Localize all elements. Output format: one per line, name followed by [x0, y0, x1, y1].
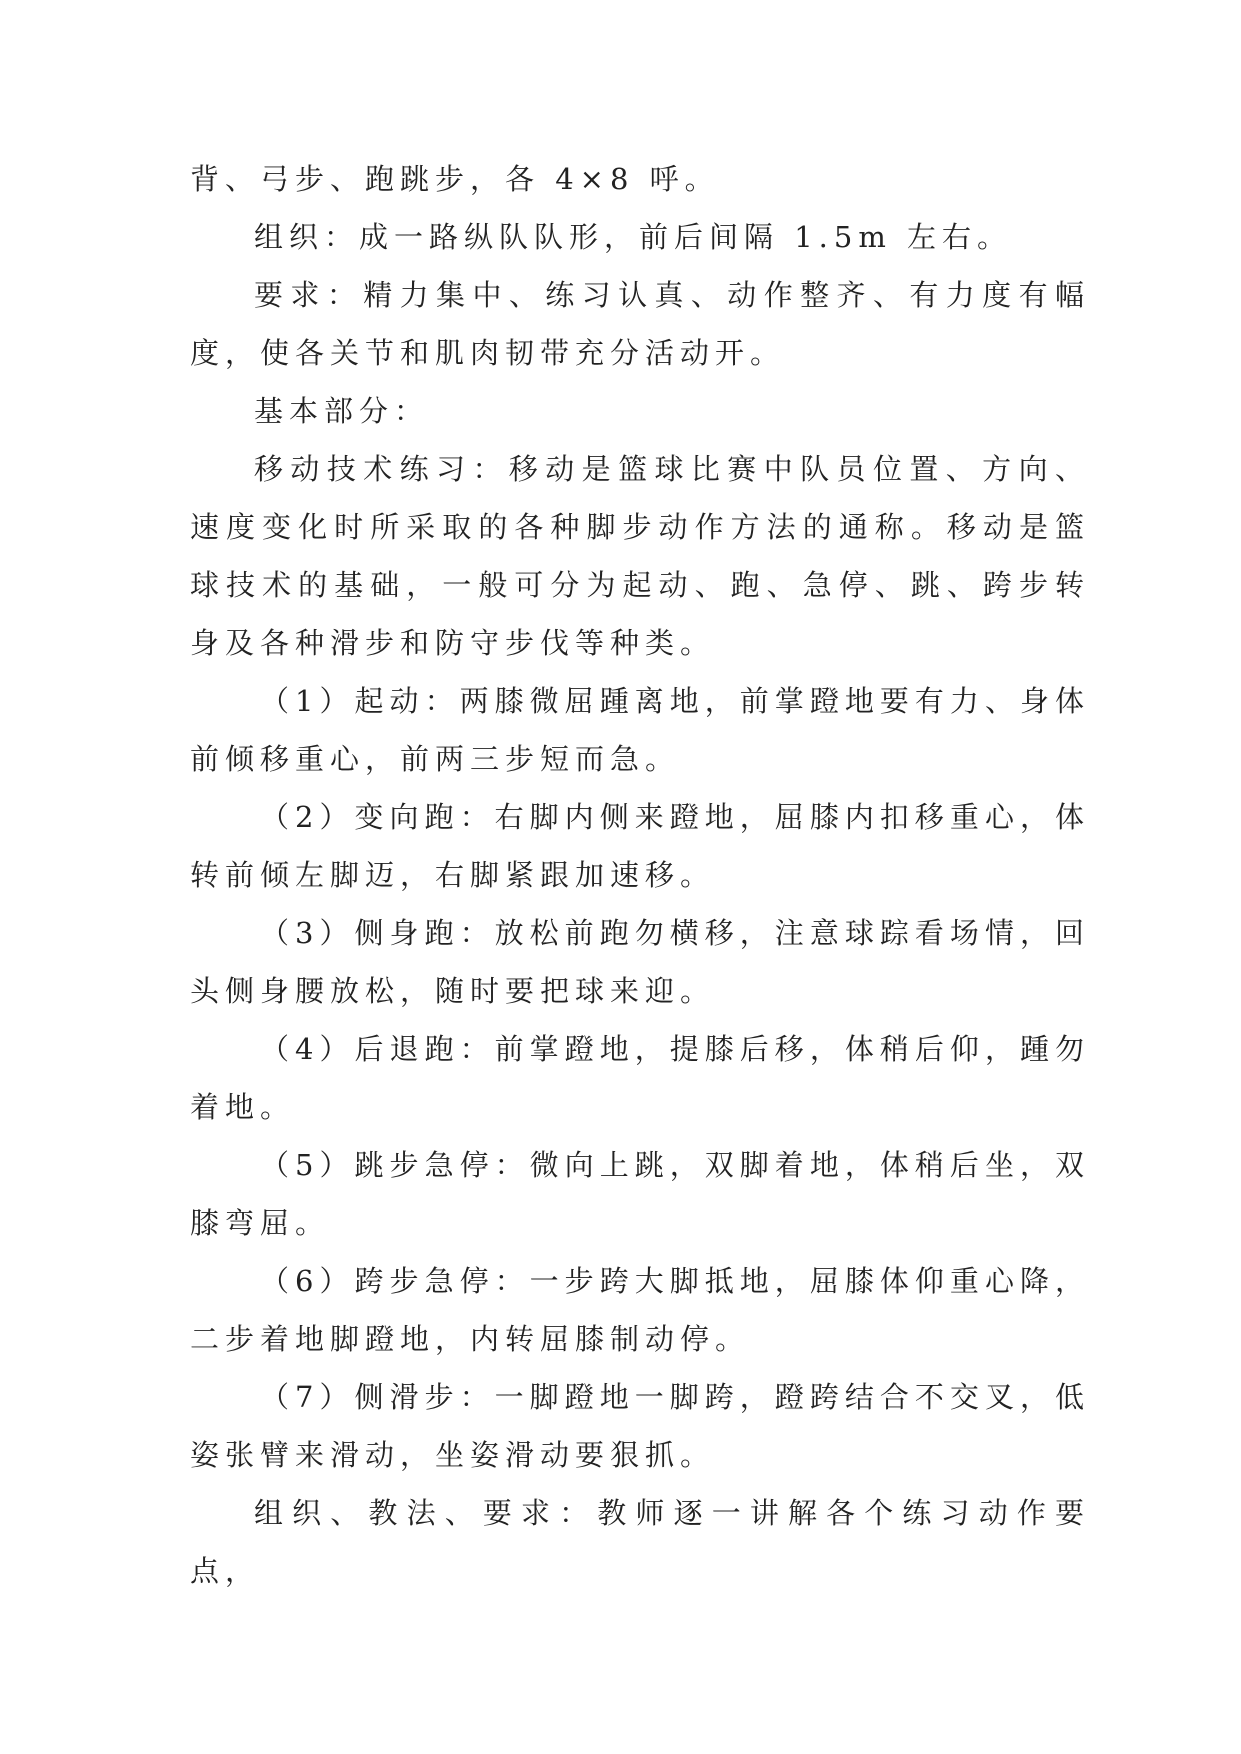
section-heading-basic-part: 基本部分：	[254, 394, 430, 428]
paragraph-teaching-method: 组织、教法、要求：教师逐一讲解各个练习动作要点，	[190, 1496, 1090, 1588]
document-body	[190, 150, 1090, 1600]
list-item-jump-stop: （5）跳步急停：微向上跳，双脚着地，体稍后坐，双膝弯屈。	[190, 1148, 1090, 1240]
paragraph-movement-technique: 移动技术练习：移动是篮球比赛中队员位置、方向、速度变化时所采取的各种脚步动作方法的通称。移动是篮球技术的基础，一般可分为起动、跑、急停、跳、跨步转身及各种滑步和防守步伐等种类。	[190, 452, 1090, 660]
list-item-side-slide: （7）侧滑步：一脚蹬地一脚跨，蹬跨结合不交叉，低姿张臂来滑动，坐姿滑动要狠抓。	[190, 1380, 1090, 1472]
paragraph-requirements: 要求：精力集中、练习认真、动作整齐、有力度有幅度，使各关节和肌肉韧带充分活动开。	[190, 278, 1090, 370]
list-item-stride-stop: （6）跨步急停：一步跨大脚抵地，屈膝体仰重心降，二步着地脚蹬地，内转屈膝制动停。	[190, 1264, 1090, 1356]
list-item-start: （1）起动：两膝微屈踵离地，前掌蹬地要有力、身体前倾移重心，前两三步短而急。	[190, 684, 1090, 776]
paragraph-organization: 组织：成一路纵队队形，前后间隔 1.5m 左右。	[254, 220, 1013, 254]
list-item-change-direction-run: （2）变向跑：右脚内侧来蹬地，屈膝内扣移重心，体转前倾左脚迈，右脚紧跟加速移。	[190, 800, 1090, 892]
paragraph-warmup-actions: 背、弓步、跑跳步，各 4×8 呼。	[190, 162, 720, 196]
list-item-backward-run: （4）后退跑：前掌蹬地，提膝后移，体稍后仰，踵勿着地。	[190, 1032, 1090, 1124]
list-item-side-run: （3）侧身跑：放松前跑勿横移，注意球踪看场情，回头侧身腰放松，随时要把球来迎。	[190, 916, 1090, 1008]
